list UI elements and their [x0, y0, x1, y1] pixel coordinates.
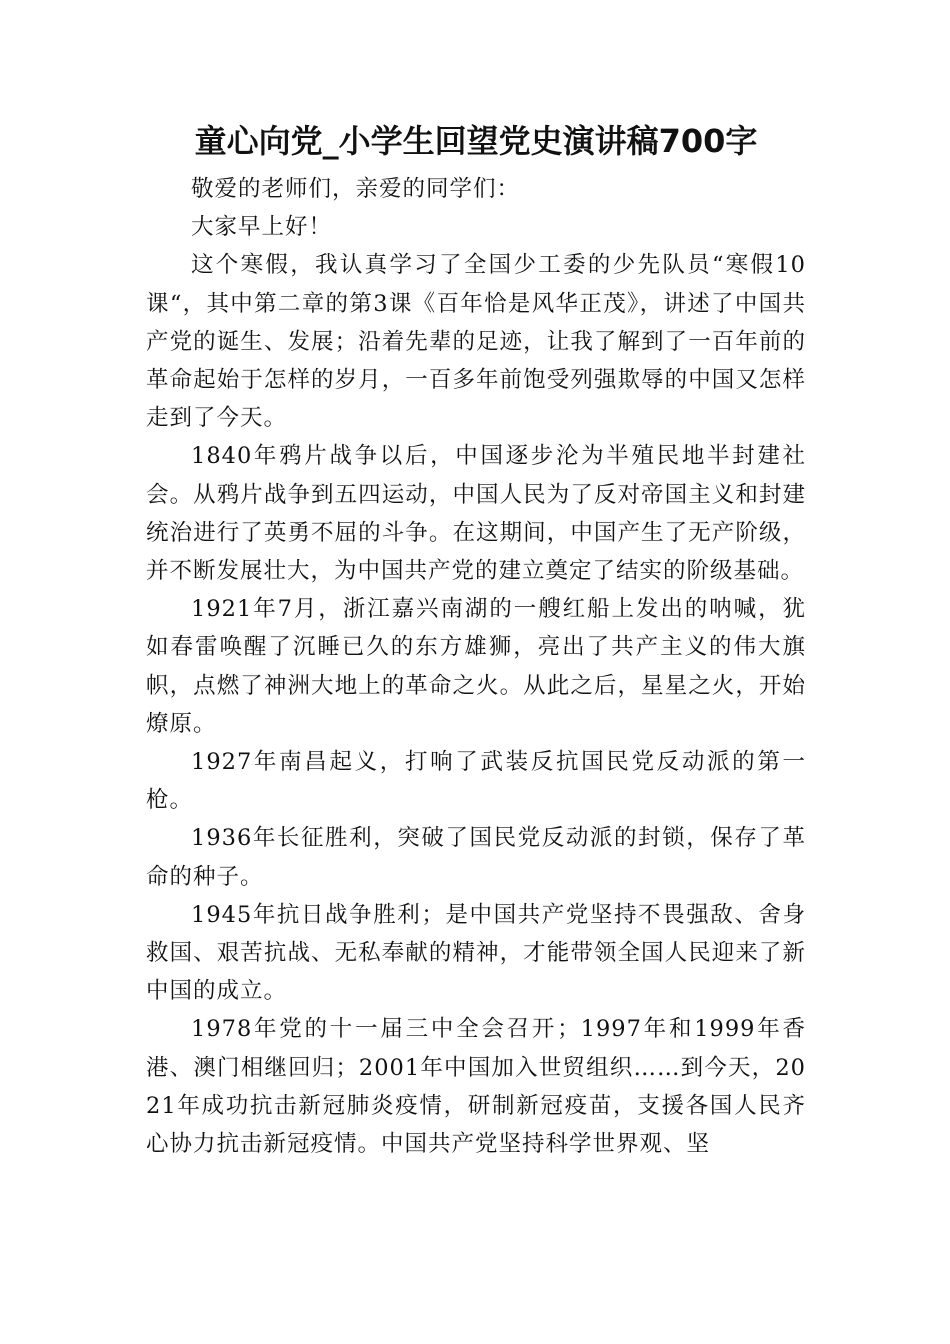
paragraph-1945: 1945年抗日战争胜利；是中国共产党坚持不畏强敌、舍身救国、艰苦抗战、无私奉献的精神，才能带领全国人民迎来了新中国的成立。: [146, 901, 806, 1005]
paragraph-1921: 1921年7月，浙江嘉兴南湖的一艘红船上发出的呐喊，犹如春雷唤醒了沉睡已久的东方雄狮，亮出了共产主义的伟大旗帜，点燃了神洲大地上的革命之火。从此之后，星星之火，开始燎原。: [146, 596, 806, 737]
paragraph-morning: 大家早上好！: [191, 214, 333, 241]
paragraph-greeting: 敬爱的老师们，亲爱的同学们：: [191, 176, 521, 202]
paragraph-1840: 1840年鸦片战争以后，中国逐步沦为半殖民地半封建社会。从鸦片战争到五四运动，中国人民为了反对帝国主义和封建统治进行了英勇不屈的斗争。在这期间，中国产生了无产阶级，并不断发展壮大，为中国共产党的建立奠定了结实的阶级基础。: [146, 443, 806, 585]
document-page: [146, 118, 806, 1163]
paragraph-1927: 1927年南昌起义，打响了武装反抗国民党反动派的第一枪。: [146, 749, 806, 814]
paragraph-1936: 1936年长征胜利，突破了国民党反动派的封锁，保存了革命的种子。: [146, 825, 806, 890]
paragraph-1978: 1978年党的十一届三中全会召开；1997年和1999年香港、澳门相继回归；2001年中国加入世贸组织……到今天，2021年成功抗击新冠肺炎疫情，研制新冠疫苗，支援各国人民齐心协力抗击新冠疫情。中国共产党坚持科学世界观、坚: [146, 1016, 806, 1158]
document-title: 童心向党_小学生回望党史演讲稿700字: [194, 122, 758, 160]
paragraph-intro: 这个寒假，我认真学习了全国少工委的少先队员“寒假10课“，其中第二章的第3课《百年恰是风华正茂》，讲述了中国共产党的诞生、发展；沿着先辈的足迹，让我了解到了一百年前的革命起始于怎样的岁月，一百多年前饱受列强欺辱的中国又怎样走到了今天。: [146, 252, 806, 432]
